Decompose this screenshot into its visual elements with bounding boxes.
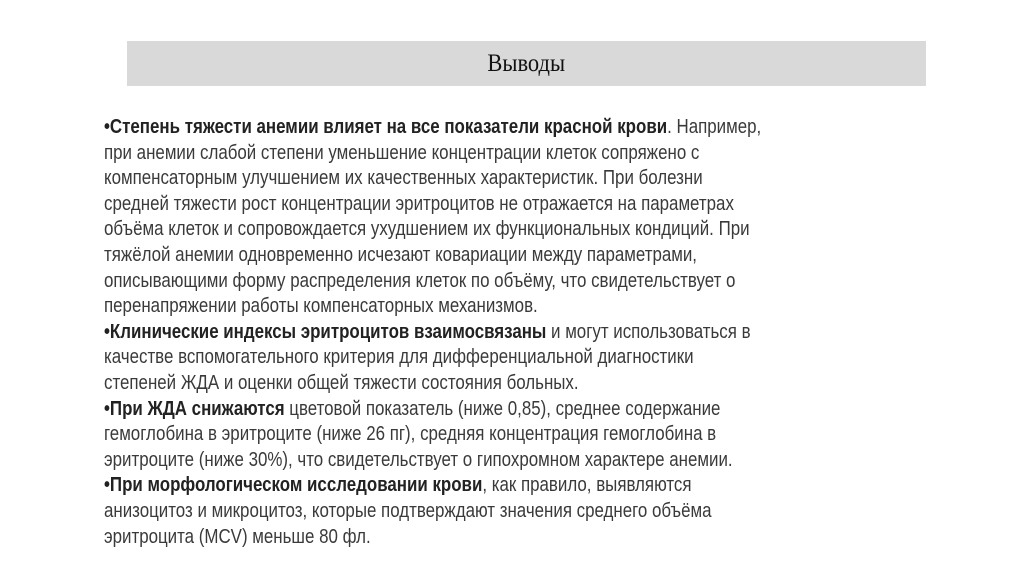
text: перенапряжении работы компенсаторных механизмов. (104, 295, 538, 318)
bold-text: •Клинические индексы эритроцитов взаимосвязаны (104, 320, 547, 343)
text-line (104, 371, 805, 397)
text-line (104, 473, 805, 499)
text-line (104, 141, 805, 167)
text-line (104, 320, 805, 346)
text: цветовой показатель (ниже 0,85), среднее содержание (284, 397, 721, 420)
text: эритроцита (MCV) меньше 80 фл. (104, 525, 371, 548)
text: гемоглобина в эритроците (ниже 26 пг), средняя концентрация гемоглобина в (104, 423, 717, 446)
text: объёма клеток и сопровождается ухудшением их функциональных кондиций. При (104, 218, 750, 241)
bold-text: •Степень тяжести анемии влияет на все показатели красной крови (104, 116, 668, 138)
text: степеней ЖДА и оценки общей тяжести состояния больных. (104, 371, 579, 394)
text: при анемии слабой степени уменьшение концентрации клеток сопряжено с (104, 141, 700, 164)
slide-body-text (104, 115, 934, 550)
text-line (104, 294, 805, 320)
slide-title-bar (127, 41, 926, 86)
slide-title: Выводы (487, 49, 566, 77)
text-line (104, 397, 805, 423)
text-line (104, 166, 805, 192)
text: тяжёлой анемии одновременно исчезают ковариации между параметрами, (104, 243, 698, 266)
text: и могут использоваться в (546, 320, 751, 343)
text: эритроците (ниже 30%), что свидетельствует о гипохромном характере анемии. (104, 448, 733, 471)
text-line (104, 345, 805, 371)
text: . Например, (667, 116, 762, 138)
text: средней тяжести рост концентрации эритроцитов не отражается на параметрах (104, 192, 734, 215)
text: описывающими форму распределения клеток по объёму, что свидетельствует о (104, 269, 736, 292)
text-line (104, 243, 805, 269)
text: анизоцитоз и микроцитоз, которые подтверждают значения среднего объёма (104, 499, 712, 522)
text: компенсаторным улучшением их качественных характеристик. При болезни (104, 167, 703, 190)
text: качестве вспомогательного критерия для дифференциальной диагностики (104, 346, 694, 369)
bold-text: •При морфологическом исследовании крови (104, 474, 483, 497)
text-line (104, 448, 805, 474)
text-line (104, 269, 805, 295)
bold-text: •При ЖДА снижаются (104, 397, 285, 420)
text-line (104, 115, 805, 141)
text-line (104, 499, 805, 525)
text-line (104, 192, 805, 218)
text-line (104, 217, 805, 243)
text: , как правило, выявляются (482, 474, 692, 497)
text-line (104, 422, 805, 448)
text-line (104, 525, 805, 551)
